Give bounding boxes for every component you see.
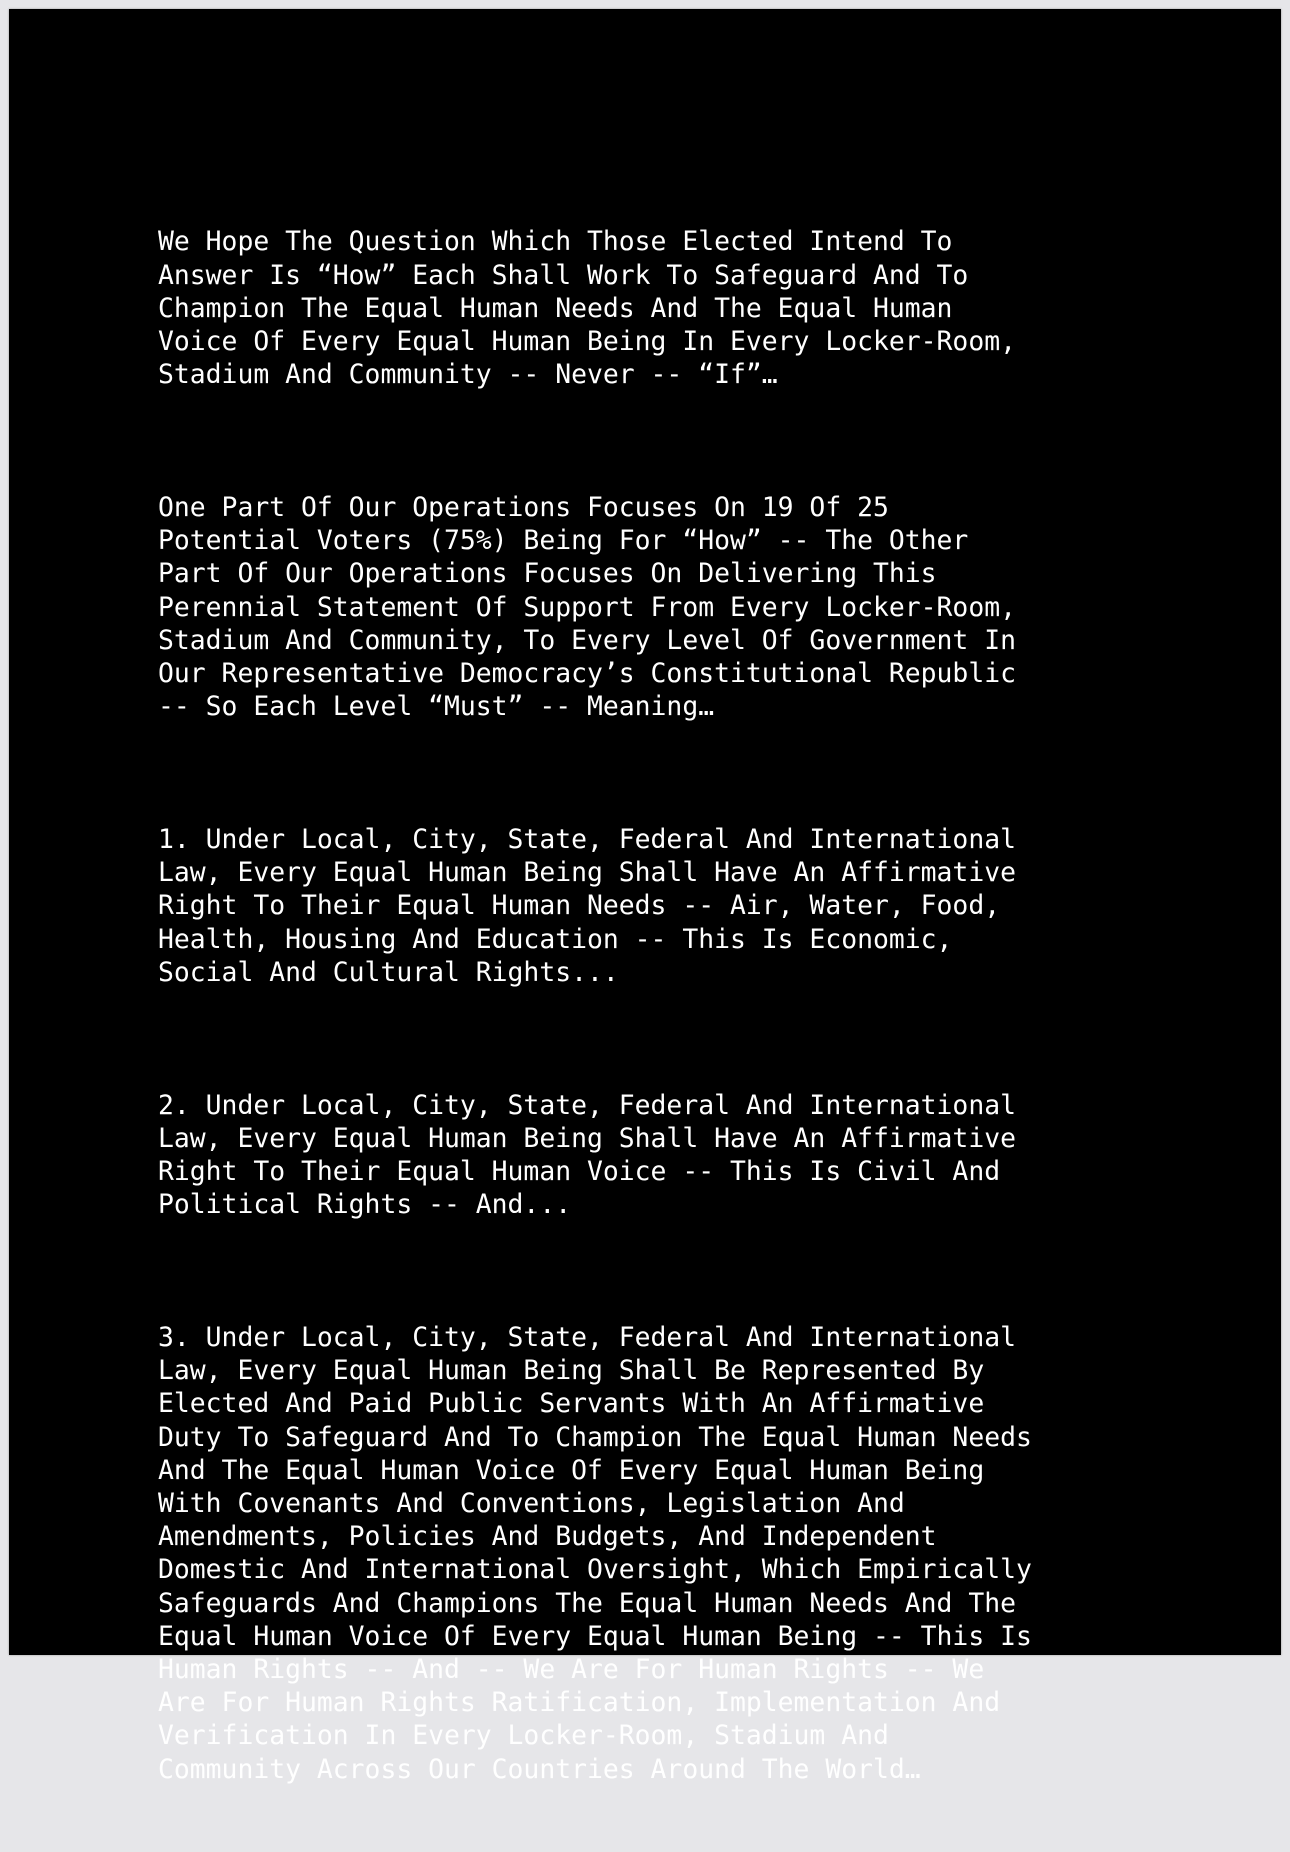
paragraph-intro: We Hope The Question Which Those Elected Intend To Answer Is “How” Each Shall Work To Safeguard And To Champion The Equal Human Needs And The Equal Human Voice Of Every Equal Human Being In Every Locker-Room, Stadium And Community -- Never -- “If”…	[158, 226, 1016, 391]
paragraph-point-1: 1. Under Local, City, State, Federal And International Law, Every Equal Human Being Shall Have An Affirmative Right To Their Equal Human Needs -- Air, Water, Food, Health, Housing And Education -- This Is Economic, Social And Cultural Rights...	[158, 824, 1016, 988]
paragraph-operations: One Part Of Our Operations Focuses On 19 Of 25 Potential Voters (75%) Being For “How” -- The Other Part Of Our Operations Focuses On Delivering This Perennial Statement Of Support From Every Locker-Room, Stadium And Community, To Every Level Of Government In Our Representative Democracy’s Constitutional Republic -- So Each Level “Must” -- Meaning…	[158, 492, 1016, 723]
paragraph-point-3: 3. Under Local, City, State, Federal And International Law, Every Equal Human Being Shall Be Represented By Elected And Paid Public Servants With An Affirmative Duty To Safeguard And To Champion The Equal Human Needs And The Equal Human Voice Of Every Equal Human Being With Covenants And Conventions, Legislation And Amendments, Policies And Budgets, And Independent Domestic And International Oversight, Which Empirically Safeguards And Champions The Equal Human Needs And The Equal Human Voice Of Every Equal Human Being -- This Is Human Rights -- And -- We Are For Human Rights -- We Are For Human Rights Ratification, Implementation And Verification In Every Locker-Room, Stadium And Community Across Our Countries Around The World…	[158, 1322, 1032, 1785]
document-body	[158, 159, 1158, 1852]
paragraph-point-2: 2. Under Local, City, State, Federal And International Law, Every Equal Human Being Shall Have An Affirmative Right To Their Equal Human Voice -- This Is Civil And Political Rights -- And...	[158, 1089, 1016, 1221]
document-page	[9, 9, 1281, 1785]
